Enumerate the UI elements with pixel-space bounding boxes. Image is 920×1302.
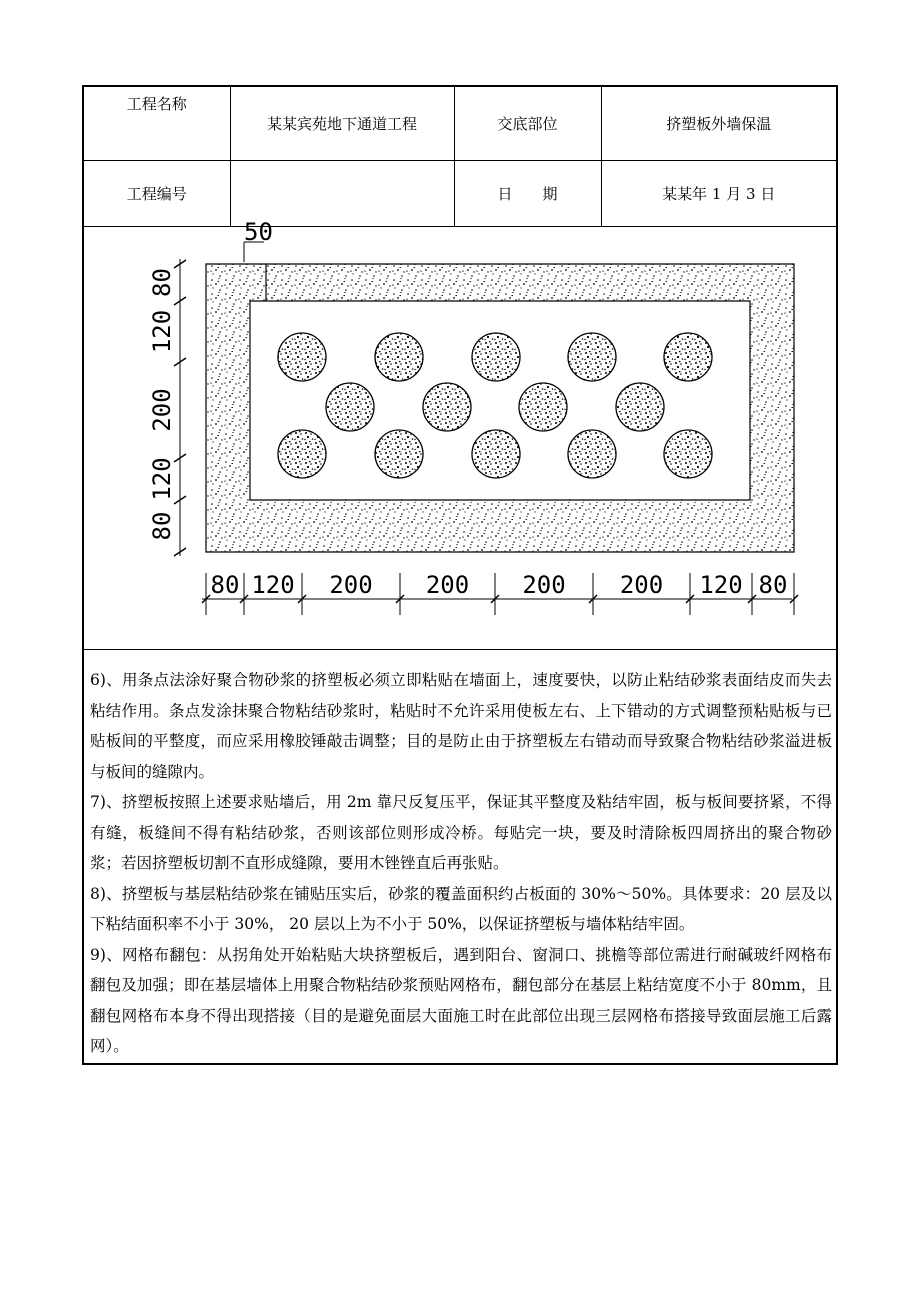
header-table <box>84 87 836 227</box>
edge-adhesive-strip <box>206 264 794 552</box>
left-dimension-label: 120 <box>148 457 176 501</box>
project-name-value: 某某宾苑地下通道工程 <box>230 87 454 161</box>
adhesive-dot <box>519 383 567 431</box>
adhesive-dot <box>472 333 520 381</box>
bottom-dimension-label: 120 <box>699 571 743 599</box>
left-dimension-label: 200 <box>148 388 176 432</box>
adhesive-dot <box>375 430 423 478</box>
adhesive-layout-drawing <box>84 221 836 650</box>
adhesive-dot <box>278 333 326 381</box>
project-name-label: 工程名称 <box>84 87 230 161</box>
left-dimension-label: 80 <box>148 268 176 297</box>
handover-part-label: 交底部位 <box>454 87 601 161</box>
handover-part-value: 挤塑板外墙保温 <box>601 87 836 161</box>
note-paragraph-6: 6)、用条点法涂好聚合物砂浆的挤塑板必须立即粘贴在墙面上，速度要快，以防止粘结砂浆表面结皮而失去粘结作用。条点发涂抹聚合物粘结砂浆时，粘贴时不允许采用使板左右、上下错动的方式调整预粘贴板与已贴板间的平整度，而应采用橡胶锤敲击调整；目的是防止由于挤塑板左右错动而导致聚合物粘结砂浆溢进板与板间的缝隙内。 <box>90 671 832 781</box>
adhesive-dot-group <box>278 333 712 478</box>
note-paragraph-8: 8)、挤塑板与基层粘结砂浆在铺贴压实后，砂浆的覆盖面积约占板面的 30%～50%。具体要求：20 层及以下粘结面积率不小于 30%， 20 层以上为不小于 50%，以保证挤塑板与墙体粘结牢固。 <box>90 884 832 933</box>
bottom-dimension-label: 200 <box>522 571 566 599</box>
bottom-dimension-label: 200 <box>425 571 470 599</box>
top-dimension-label: 50 <box>244 221 273 246</box>
adhesive-dot <box>568 333 616 381</box>
handover-sheet <box>82 85 838 1065</box>
bottom-dimension-group <box>202 571 798 615</box>
project-no-value <box>230 161 454 227</box>
adhesive-dot <box>664 430 712 478</box>
bottom-dimension-label: 200 <box>619 571 664 599</box>
project-no-label: 工程编号 <box>84 161 230 227</box>
adhesive-dot <box>472 430 520 478</box>
left-dimension-label: 80 <box>148 511 176 541</box>
construction-notes <box>90 665 832 1062</box>
date-label: 日 期 <box>454 161 601 227</box>
adhesive-dot <box>616 383 664 431</box>
bottom-dimension-label: 80 <box>210 571 240 599</box>
adhesive-dot <box>664 333 712 381</box>
adhesive-dot <box>568 430 616 478</box>
adhesive-dot <box>278 430 326 478</box>
adhesive-dot <box>375 333 423 381</box>
date-value: 某某年 1 月 3 日 <box>601 161 836 227</box>
bottom-dimension-label: 80 <box>758 571 788 599</box>
left-dimension-label: 120 <box>148 309 176 354</box>
note-paragraph-9: 9)、网格布翻包：从拐角处开始粘贴大块挤塑板后，遇到阳台、窗洞口、挑檐等部位需进行耐碱玻纤网格布翻包及加强；即在基层墙体上用聚合物粘结砂浆预贴网格布，翻包部分在基层上粘结宽度不小于 80mm，且翻包网格布本身不得出现搭接（目的是避免面层大面施工时在此部位出现三层网格布搭接导致面层施工后露网）。 <box>90 945 832 1055</box>
bottom-dimension-label: 200 <box>329 571 373 599</box>
adhesive-dot <box>423 383 471 431</box>
note-paragraph-7: 7)、挤塑板按照上述要求贴墙后，用 2m 靠尺反复压平，保证其平整度及粘结牢固，板与板间要挤紧，不得有缝，板缝间不得有粘结砂浆，否则该部位则形成冷桥。每贴完一块，要及时清除板四周挤出的聚合物砂浆；若因挤塑板切割不直形成缝隙，要用木锉锉直后再张贴。 <box>90 793 832 872</box>
bottom-dimension-label: 120 <box>251 571 295 599</box>
adhesive-dot <box>326 383 374 431</box>
